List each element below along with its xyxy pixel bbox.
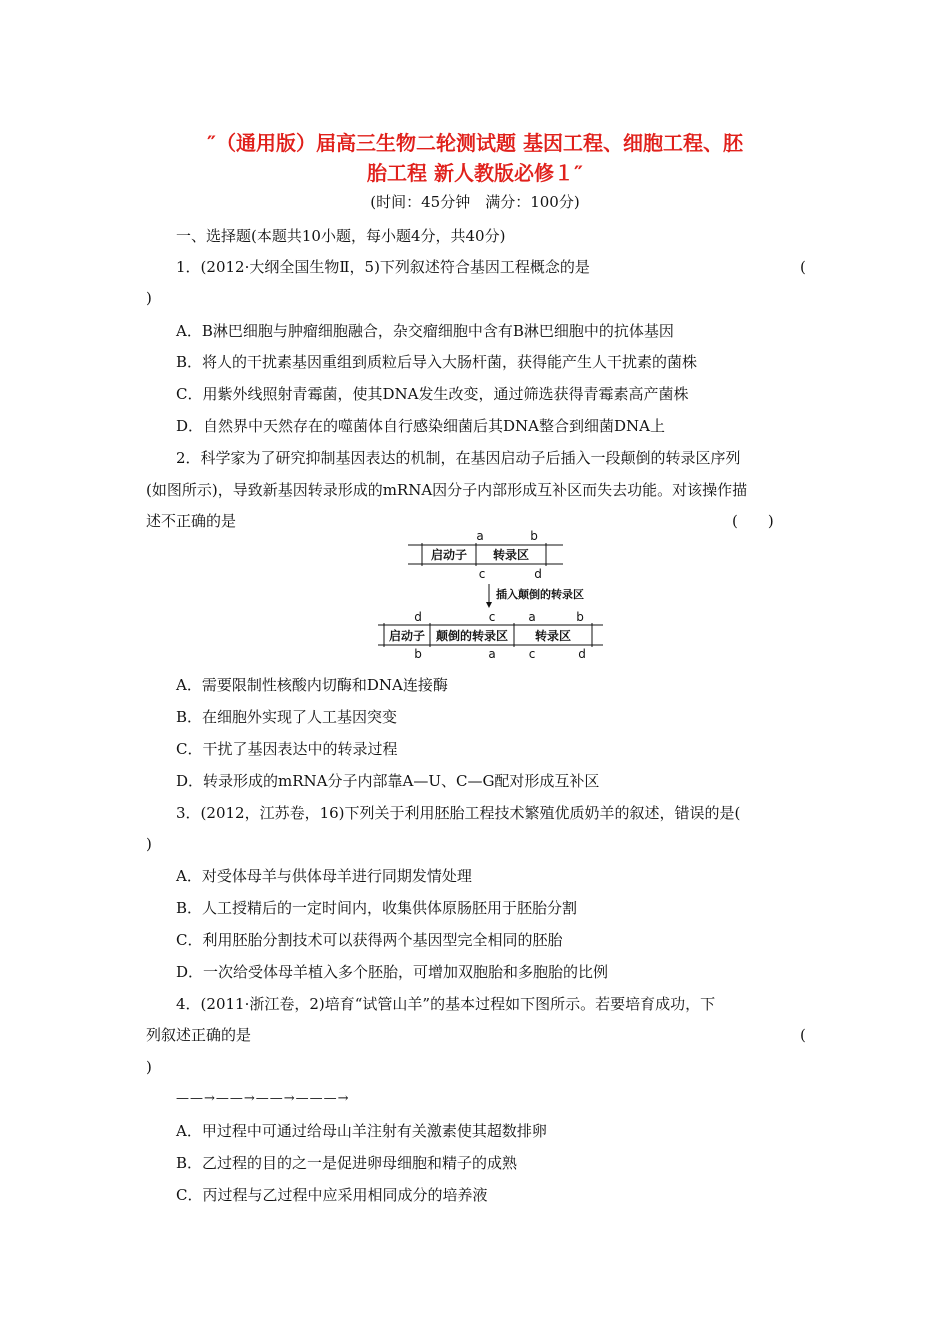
diag-bot-d-label: d bbox=[578, 647, 586, 661]
diag-top-b-label: b bbox=[530, 529, 538, 543]
diag-bot-c-label: c bbox=[528, 647, 536, 661]
q4-paren-open: ( bbox=[800, 1026, 806, 1044]
q4-line1: 4．(2011·浙江卷，2)培育“试管山羊”的基本过程如下图所示。若要培育成功，下 bbox=[176, 995, 716, 1013]
q3-option-c: C．利用胚胎分割技术可以获得两个基因型完全相同的胚胎 bbox=[176, 931, 563, 949]
q4-paren-close: ) bbox=[146, 1058, 152, 1076]
q3-stem: 3．(2012，江苏卷，16)下列关于利用胚胎工程技术繁殖优质奶羊的叙述，错误的是( bbox=[176, 804, 741, 822]
q3-option-a: A．对受体母羊与供体母羊进行同期发情处理 bbox=[176, 867, 472, 885]
q3-paren-close: ) bbox=[146, 835, 152, 853]
diag-bot-promoter: 启动子 bbox=[388, 629, 426, 643]
section-heading: 一、选择题(本题共10小题，每小题4分，共40分) bbox=[176, 227, 506, 245]
q2-option-a: A．需要限制性核酸内切酶和DNA连接酶 bbox=[176, 676, 448, 694]
q2-line1: 2．科学家为了研究抑制基因表达的机制，在基因启动子后插入一段颠倒的转录区序列 bbox=[176, 449, 741, 467]
diag-top-transcript: 转录区 bbox=[492, 548, 530, 562]
diag-arrow-label: 插入颠倒的转录区 bbox=[496, 588, 584, 601]
diag-bot-b-label-top: b bbox=[576, 610, 584, 624]
q2-line3: 述不正确的是 bbox=[146, 512, 237, 530]
q3-option-d: D．一次给受体母羊植入多个胚胎，可增加双胞胎和多胞胎的比例 bbox=[176, 963, 609, 981]
diag-arrow-head bbox=[486, 602, 492, 608]
doc-title-line2: 胎工程 新人教版必修１″ bbox=[367, 161, 583, 185]
gene-insertion-diagram bbox=[378, 528, 618, 664]
q1-option-c: C．用紫外线照射青霉菌，使其DNA发生改变，通过筛选获得青霉素高产菌株 bbox=[176, 385, 689, 403]
diag-bot-transcript: 转录区 bbox=[534, 629, 572, 643]
diag-bot-a-label: a bbox=[488, 647, 496, 661]
q1-option-b: B．将人的干扰素基因重组到质粒后导入大肠杆菌，获得能产生人干扰素的菌株 bbox=[176, 353, 698, 371]
q4-option-b: B．乙过程的目的之一是促进卵母细胞和精子的成熟 bbox=[176, 1154, 518, 1172]
q1-option-d: D．自然界中天然存在的噬菌体自行感染细菌后其DNA整合到细菌DNA上 bbox=[176, 417, 665, 435]
q1-option-a: A．B淋巴细胞与肿瘤细胞融合，杂交瘤细胞中含有B淋巴细胞中的抗体基因 bbox=[176, 322, 674, 340]
diag-top-a-label: a bbox=[476, 529, 484, 543]
diag-bot-a-label-top: a bbox=[528, 610, 536, 624]
q3-option-b: B．人工授精后的一定时间内，收集供体原肠胚用于胚胎分割 bbox=[176, 899, 578, 917]
doc-title-line1: ″（通用版）届高三生物二轮测试题 基因工程、细胞工程、胚 bbox=[207, 131, 743, 155]
time-info: (时间：45分钟 满分：100分) bbox=[370, 193, 580, 211]
diag-top-c-label: c bbox=[478, 567, 486, 581]
q4-option-c: C．丙过程与乙过程中应采用相同成分的培养液 bbox=[176, 1186, 488, 1204]
q2-line2: (如图所示)，导致新基因转录形成的mRNA因分子内部形成互补区而失去功能。对该操作描 bbox=[146, 481, 748, 499]
q2-option-c: C．干扰了基因表达中的转录过程 bbox=[176, 740, 398, 758]
q1-paren-close: ) bbox=[146, 289, 152, 307]
diag-bot-b-label: b bbox=[414, 647, 422, 661]
diag-top-d-label: d bbox=[534, 567, 542, 581]
q4-option-a: A．甲过程中可通过给母山羊注射有关激素使其超数排卵 bbox=[176, 1122, 547, 1140]
q4-flow-arrows: ——→——→——→———→ bbox=[176, 1091, 350, 1106]
diag-bot-c-label-top: c bbox=[488, 610, 496, 624]
q1-stem: 1．(2012·大纲全国生物Ⅱ，5)下列叙述符合基因工程概念的是 bbox=[176, 258, 590, 276]
q2-option-d: D．转录形成的mRNA分子内部靠A—U、C—G配对形成互补区 bbox=[176, 772, 600, 790]
q1-paren-open: ( bbox=[800, 258, 806, 276]
diag-bot-d-label-top: d bbox=[414, 610, 422, 624]
q4-line2: 列叙述正确的是 bbox=[146, 1026, 252, 1044]
diag-bot-inverted: 颠倒的转录区 bbox=[435, 629, 509, 643]
diag-top-promoter: 启动子 bbox=[430, 548, 468, 562]
q2-option-b: B．在细胞外实现了人工基因突变 bbox=[176, 708, 398, 726]
q2-answer-paren: ( ) bbox=[732, 512, 774, 530]
